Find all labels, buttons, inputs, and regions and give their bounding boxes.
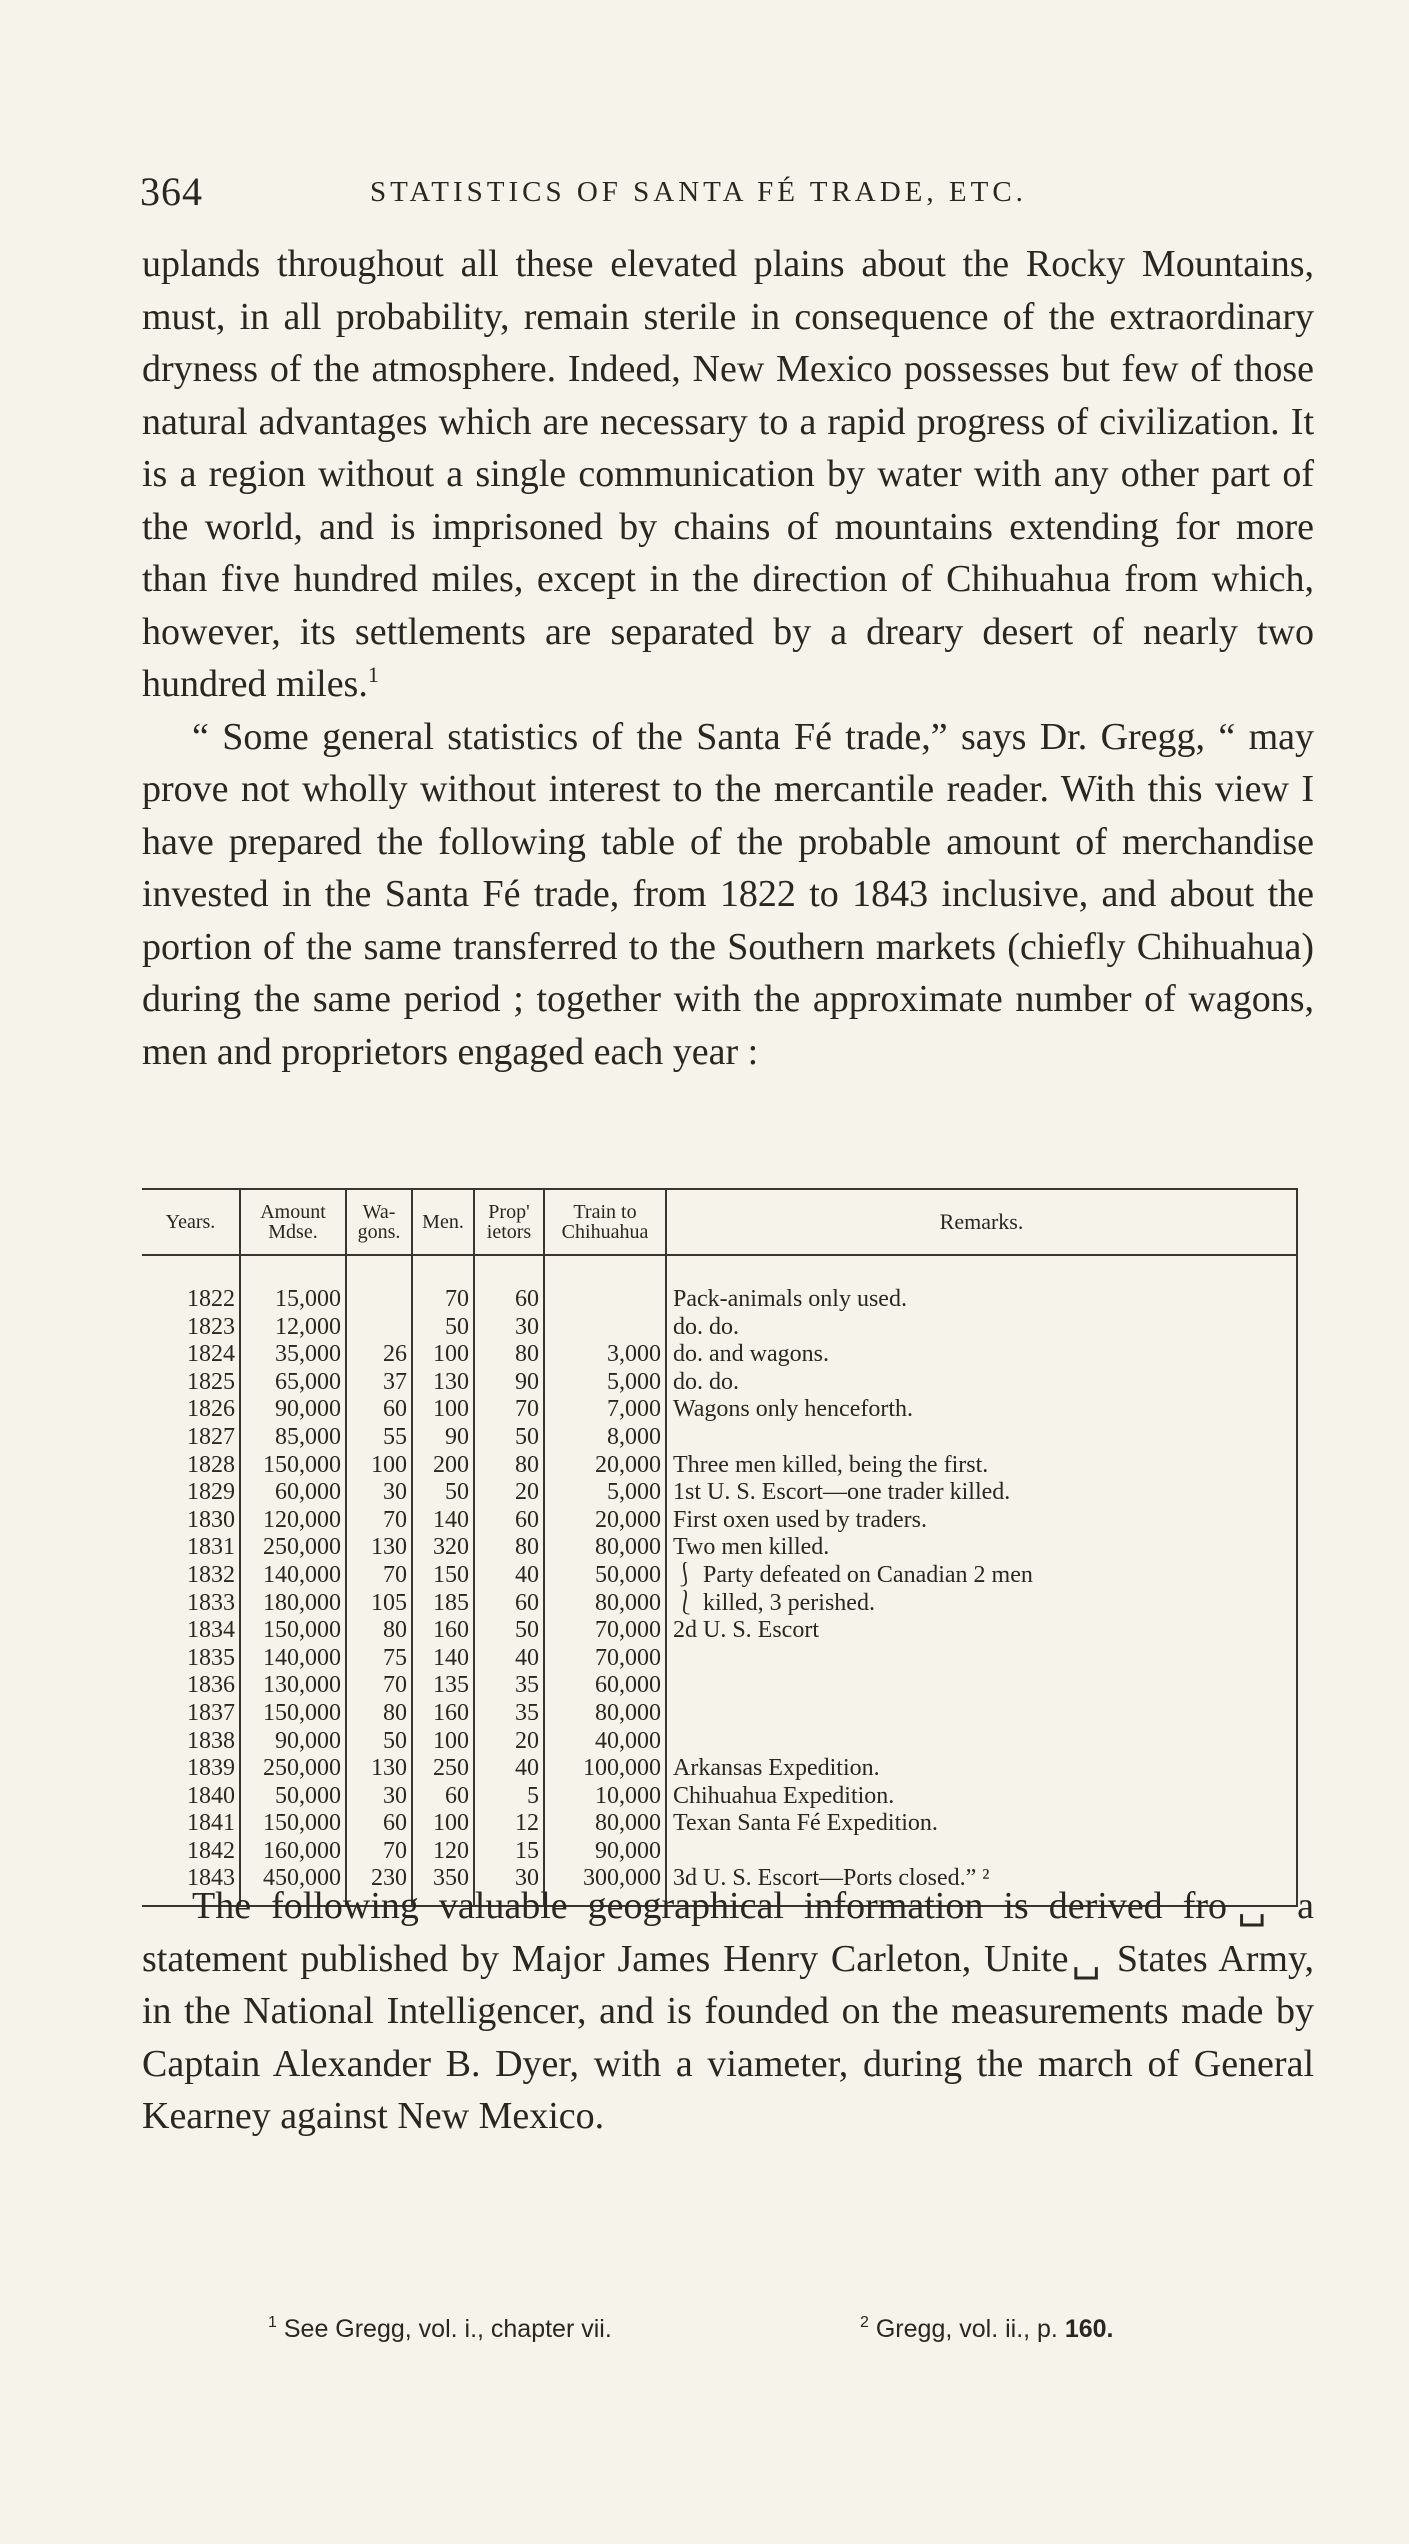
table-row bbox=[142, 1479, 1297, 1507]
table-row bbox=[142, 1617, 1297, 1645]
cell-train: 3,000 bbox=[544, 1341, 666, 1369]
cell-amount: 150,000 bbox=[240, 1452, 346, 1480]
cell-year: 1831 bbox=[142, 1534, 240, 1562]
cell-proprietors: 60 bbox=[474, 1507, 544, 1535]
paragraph-3: The following valuable geographical information is derived fro␣ a statement published by Major James Henry Carleton, Unite␣ States Army, in the National Intelligencer, and is founded on the measurements made by Captain Alexander B. Dyer, with a viameter, during the march of General Kearney against New Mexico. bbox=[142, 1885, 1314, 2137]
cell-men: 100 bbox=[412, 1728, 474, 1756]
paragraph-1 bbox=[142, 238, 1314, 711]
cell-proprietors: 50 bbox=[474, 1424, 544, 1452]
table-row bbox=[142, 1728, 1297, 1756]
cell-wagons: 105 bbox=[346, 1590, 412, 1618]
cell-train: 10,000 bbox=[544, 1783, 666, 1811]
cell-men: 90 bbox=[412, 1424, 474, 1452]
col-header-years: Years. bbox=[142, 1189, 240, 1255]
body-text-bottom bbox=[142, 1880, 1314, 2143]
cell-men: 135 bbox=[412, 1672, 474, 1700]
cell-amount: 90,000 bbox=[240, 1396, 346, 1424]
footnote-1-text: See Gregg, vol. i., chapter vii. bbox=[283, 2315, 612, 2343]
cell-year: 1828 bbox=[142, 1452, 240, 1480]
cell-amount: 160,000 bbox=[240, 1838, 346, 1866]
cell-train: 80,000 bbox=[544, 1810, 666, 1838]
cell-train bbox=[544, 1314, 666, 1342]
cell-remarks: Three men killed, being the first. bbox=[666, 1452, 1297, 1480]
cell-men: 50 bbox=[412, 1314, 474, 1342]
cell-men: 60 bbox=[412, 1783, 474, 1811]
cell-proprietors: 12 bbox=[474, 1810, 544, 1838]
cell-year: 1833 bbox=[142, 1590, 240, 1618]
paragraph-1-text: uplands throughout all these elevated plains about the Rocky Mountains, must, in all probability, remain sterile in consequence of the extraordinary dryness of the atmosphere. Indeed, New Mexico possesses but few of those natural advantages which are necessary to a rapid progress of civilization. It is a region without a single communication by water with any other part of the world, and is imprisoned by chains of mountains extending for more than five hundred miles, except in the direction of Chihuahua from which, however, its settlements are separated by a dreary desert of nearly two hundred miles. bbox=[142, 243, 1314, 705]
footnotes bbox=[268, 2315, 1268, 2355]
cell-train: 90,000 bbox=[544, 1838, 666, 1866]
cell-remarks: Chihuahua Expedition. bbox=[666, 1783, 1297, 1811]
cell-year: 1823 bbox=[142, 1314, 240, 1342]
cell-proprietors: 35 bbox=[474, 1700, 544, 1728]
running-title: STATISTICS OF SANTA FÉ TRADE, ETC. bbox=[370, 176, 1027, 208]
cell-amount: 12,000 bbox=[240, 1314, 346, 1342]
cell-train: 300,000 bbox=[544, 1865, 666, 1906]
page-header bbox=[140, 168, 1320, 218]
cell-train: 7,000 bbox=[544, 1396, 666, 1424]
col-header-train: Train to Chihuahua bbox=[544, 1189, 666, 1255]
col-header-wagons: Wa- gons. bbox=[346, 1189, 412, 1255]
table-row bbox=[142, 1700, 1297, 1728]
table-row bbox=[142, 1507, 1297, 1535]
page-number: 364 bbox=[140, 169, 203, 214]
cell-year: 1843 bbox=[142, 1865, 240, 1906]
cell-amount: 140,000 bbox=[240, 1562, 346, 1590]
cell-train: 5,000 bbox=[544, 1369, 666, 1397]
cell-men: 250 bbox=[412, 1755, 474, 1783]
table-row bbox=[142, 1672, 1297, 1700]
footnote-2-page: 160. bbox=[1064, 2315, 1114, 2343]
cell-year: 1827 bbox=[142, 1424, 240, 1452]
cell-remarks: 3d U. S. Escort—Ports closed.” ² bbox=[666, 1865, 1297, 1906]
cell-wagons bbox=[346, 1314, 412, 1342]
cell-year: 1835 bbox=[142, 1645, 240, 1673]
cell-amount: 180,000 bbox=[240, 1590, 346, 1618]
cell-year: 1841 bbox=[142, 1810, 240, 1838]
cell-train: 40,000 bbox=[544, 1728, 666, 1756]
cell-train: 80,000 bbox=[544, 1534, 666, 1562]
cell-remarks: Arkansas Expedition. bbox=[666, 1755, 1297, 1783]
cell-train: 50,000 bbox=[544, 1562, 666, 1590]
cell-wagons: 130 bbox=[346, 1755, 412, 1783]
cell-train: 70,000 bbox=[544, 1617, 666, 1645]
cell-year: 1840 bbox=[142, 1783, 240, 1811]
cell-proprietors: 60 bbox=[474, 1590, 544, 1618]
cell-remarks: do. do. bbox=[666, 1314, 1297, 1342]
table-row bbox=[142, 1314, 1297, 1342]
cell-wagons: 230 bbox=[346, 1865, 412, 1906]
footnote-ref-1: 1 bbox=[367, 662, 379, 687]
cell-year: 1825 bbox=[142, 1369, 240, 1397]
cell-wagons: 50 bbox=[346, 1728, 412, 1756]
cell-year: 1842 bbox=[142, 1838, 240, 1866]
footnote-1-mark: 1 bbox=[268, 2314, 277, 2331]
col-header-amount: Amount Mdse. bbox=[240, 1189, 346, 1255]
cell-amount: 90,000 bbox=[240, 1728, 346, 1756]
cell-proprietors: 40 bbox=[474, 1562, 544, 1590]
table-header-row bbox=[142, 1189, 1297, 1255]
cell-year: 1824 bbox=[142, 1341, 240, 1369]
cell-amount: 140,000 bbox=[240, 1645, 346, 1673]
cell-men: 150 bbox=[412, 1562, 474, 1590]
cell-remarks: Texan Santa Fé Expedition. bbox=[666, 1810, 1297, 1838]
cell-remarks bbox=[666, 1700, 1297, 1728]
cell-men: 160 bbox=[412, 1700, 474, 1728]
cell-men: 140 bbox=[412, 1645, 474, 1673]
cell-men: 320 bbox=[412, 1534, 474, 1562]
cell-amount: 150,000 bbox=[240, 1617, 346, 1645]
cell-men: 140 bbox=[412, 1507, 474, 1535]
cell-amount: 85,000 bbox=[240, 1424, 346, 1452]
cell-proprietors: 80 bbox=[474, 1452, 544, 1480]
cell-men: 350 bbox=[412, 1865, 474, 1906]
cell-remarks: Wagons only henceforth. bbox=[666, 1396, 1297, 1424]
cell-train: 20,000 bbox=[544, 1507, 666, 1535]
cell-men: 70 bbox=[412, 1286, 474, 1314]
cell-amount: 450,000 bbox=[240, 1865, 346, 1906]
table-row bbox=[142, 1396, 1297, 1424]
table-row bbox=[142, 1562, 1297, 1590]
cell-remarks: do. and wagons. bbox=[666, 1341, 1297, 1369]
cell-wagons bbox=[346, 1286, 412, 1314]
cell-men: 185 bbox=[412, 1590, 474, 1618]
cell-proprietors: 20 bbox=[474, 1728, 544, 1756]
cell-wagons: 55 bbox=[346, 1424, 412, 1452]
table-row bbox=[142, 1645, 1297, 1673]
cell-wagons: 70 bbox=[346, 1838, 412, 1866]
table-row bbox=[142, 1341, 1297, 1369]
cell-wagons: 130 bbox=[346, 1534, 412, 1562]
col-header-remarks: Remarks. bbox=[666, 1189, 1297, 1255]
cell-remarks: Two men killed. bbox=[666, 1534, 1297, 1562]
cell-proprietors: 15 bbox=[474, 1838, 544, 1866]
cell-remarks bbox=[666, 1728, 1297, 1756]
cell-amount: 150,000 bbox=[240, 1810, 346, 1838]
cell-amount: 250,000 bbox=[240, 1755, 346, 1783]
cell-wagons: 60 bbox=[346, 1810, 412, 1838]
cell-train: 5,000 bbox=[544, 1479, 666, 1507]
cell-proprietors: 80 bbox=[474, 1341, 544, 1369]
cell-year: 1837 bbox=[142, 1700, 240, 1728]
cell-train: 8,000 bbox=[544, 1424, 666, 1452]
cell-men: 50 bbox=[412, 1479, 474, 1507]
cell-men: 100 bbox=[412, 1396, 474, 1424]
footnote-2-text: Gregg, vol. ii., p. bbox=[875, 2315, 1058, 2343]
cell-remarks: ⎰ Party defeated on Canadian 2 men bbox=[666, 1562, 1297, 1590]
footnote-2 bbox=[860, 2315, 1114, 2344]
cell-proprietors: 30 bbox=[474, 1314, 544, 1342]
cell-train: 70,000 bbox=[544, 1645, 666, 1673]
cell-remarks: Pack-animals only used. bbox=[666, 1286, 1297, 1314]
footnote-1 bbox=[268, 2315, 612, 2344]
cell-amount: 130,000 bbox=[240, 1672, 346, 1700]
cell-wagons: 30 bbox=[346, 1783, 412, 1811]
cell-year: 1822 bbox=[142, 1286, 240, 1314]
paragraph-2: “ Some general statistics of the Santa Fé trade,” says Dr. Gregg, “ may prove not wholly without interest to the mercantile reader. With this view I have prepared the following table of the probable amount of merchandise invested in the Santa Fé trade, from 1822 to 1843 inclusive, and about the portion of the same transferred to the Southern markets (chiefly Chihuahua) during the same period ; together with the approximate number of wagons, men and proprietors engaged each year : bbox=[142, 715, 1314, 1073]
cell-men: 130 bbox=[412, 1369, 474, 1397]
col-header-proprietors: Prop' ietors bbox=[474, 1189, 544, 1255]
cell-remarks: 1st U. S. Escort—one trader killed. bbox=[666, 1479, 1297, 1507]
cell-wagons: 70 bbox=[346, 1507, 412, 1535]
cell-remarks bbox=[666, 1838, 1297, 1866]
cell-year: 1839 bbox=[142, 1755, 240, 1783]
table-row bbox=[142, 1534, 1297, 1562]
footnote-2-mark: 2 bbox=[860, 2314, 869, 2331]
table-row bbox=[142, 1369, 1297, 1397]
cell-train: 20,000 bbox=[544, 1452, 666, 1480]
cell-proprietors: 5 bbox=[474, 1783, 544, 1811]
cell-train: 60,000 bbox=[544, 1672, 666, 1700]
table-row bbox=[142, 1810, 1297, 1838]
cell-remarks: First oxen used by traders. bbox=[666, 1507, 1297, 1535]
table-row bbox=[142, 1783, 1297, 1811]
cell-wagons: 60 bbox=[346, 1396, 412, 1424]
cell-train bbox=[544, 1286, 666, 1314]
table-row bbox=[142, 1838, 1297, 1866]
table-row bbox=[142, 1590, 1297, 1618]
cell-train: 100,000 bbox=[544, 1755, 666, 1783]
cell-wagons: 30 bbox=[346, 1479, 412, 1507]
table-row bbox=[142, 1755, 1297, 1783]
cell-train: 80,000 bbox=[544, 1700, 666, 1728]
body-text-top bbox=[142, 238, 1314, 1078]
cell-wagons: 100 bbox=[346, 1452, 412, 1480]
cell-train: 80,000 bbox=[544, 1590, 666, 1618]
table-body bbox=[142, 1255, 1297, 1906]
cell-proprietors: 90 bbox=[474, 1369, 544, 1397]
cell-men: 200 bbox=[412, 1452, 474, 1480]
cell-wagons: 70 bbox=[346, 1672, 412, 1700]
cell-proprietors: 30 bbox=[474, 1865, 544, 1906]
cell-men: 100 bbox=[412, 1810, 474, 1838]
cell-wagons: 26 bbox=[346, 1341, 412, 1369]
cell-year: 1829 bbox=[142, 1479, 240, 1507]
cell-men: 100 bbox=[412, 1341, 474, 1369]
cell-amount: 50,000 bbox=[240, 1783, 346, 1811]
col-header-men: Men. bbox=[412, 1189, 474, 1255]
cell-year: 1836 bbox=[142, 1672, 240, 1700]
cell-year: 1834 bbox=[142, 1617, 240, 1645]
cell-amount: 60,000 bbox=[240, 1479, 346, 1507]
cell-proprietors: 70 bbox=[474, 1396, 544, 1424]
table-spacer-row bbox=[142, 1255, 1297, 1286]
cell-proprietors: 40 bbox=[474, 1755, 544, 1783]
cell-year: 1826 bbox=[142, 1396, 240, 1424]
cell-wagons: 80 bbox=[346, 1700, 412, 1728]
cell-year: 1838 bbox=[142, 1728, 240, 1756]
cell-men: 160 bbox=[412, 1617, 474, 1645]
cell-amount: 15,000 bbox=[240, 1286, 346, 1314]
cell-proprietors: 35 bbox=[474, 1672, 544, 1700]
cell-amount: 120,000 bbox=[240, 1507, 346, 1535]
cell-remarks: do. do. bbox=[666, 1369, 1297, 1397]
cell-year: 1832 bbox=[142, 1562, 240, 1590]
table-row bbox=[142, 1424, 1297, 1452]
cell-men: 120 bbox=[412, 1838, 474, 1866]
cell-proprietors: 60 bbox=[474, 1286, 544, 1314]
cell-remarks: 2d U. S. Escort bbox=[666, 1617, 1297, 1645]
cell-amount: 150,000 bbox=[240, 1700, 346, 1728]
cell-amount: 250,000 bbox=[240, 1534, 346, 1562]
table-row bbox=[142, 1452, 1297, 1480]
cell-wagons: 37 bbox=[346, 1369, 412, 1397]
cell-remarks: ⎱ killed, 3 perished. bbox=[666, 1590, 1297, 1618]
cell-remarks bbox=[666, 1672, 1297, 1700]
cell-proprietors: 20 bbox=[474, 1479, 544, 1507]
cell-proprietors: 50 bbox=[474, 1617, 544, 1645]
table-row bbox=[142, 1286, 1297, 1314]
cell-amount: 35,000 bbox=[240, 1341, 346, 1369]
cell-wagons: 70 bbox=[346, 1562, 412, 1590]
cell-year: 1830 bbox=[142, 1507, 240, 1535]
cell-remarks bbox=[666, 1424, 1297, 1452]
cell-wagons: 75 bbox=[346, 1645, 412, 1673]
cell-amount: 65,000 bbox=[240, 1369, 346, 1397]
cell-proprietors: 80 bbox=[474, 1534, 544, 1562]
cell-remarks bbox=[666, 1645, 1297, 1673]
cell-wagons: 80 bbox=[346, 1617, 412, 1645]
cell-proprietors: 40 bbox=[474, 1645, 544, 1673]
